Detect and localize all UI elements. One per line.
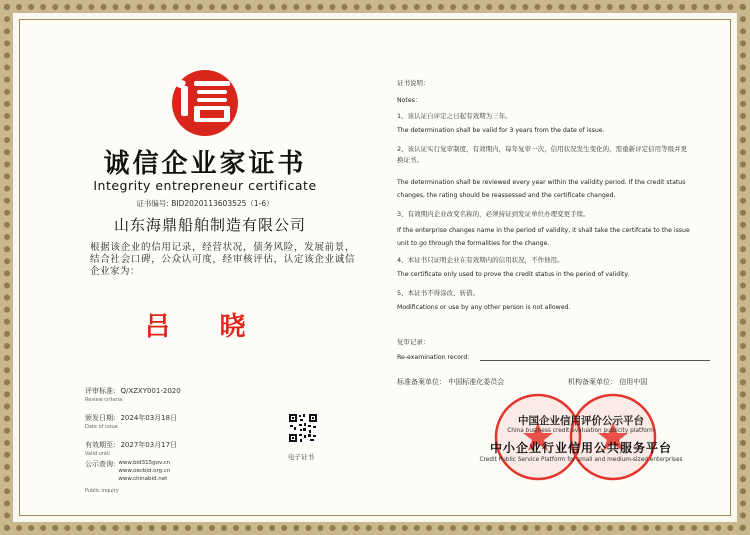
public-inquiry-label: 公示查询: xyxy=(85,460,116,468)
field-value: 2027年03月17日 xyxy=(120,441,178,449)
standard-filing-label: 标准备案单位： xyxy=(397,378,446,386)
field-label: 评审标准: xyxy=(85,387,116,395)
certificate-title: 诚信企业家证书 xyxy=(103,149,307,179)
inquiry-url[interactable]: www.oecbid.org.cn xyxy=(118,468,171,474)
issuer-platform-1: 中国企业信用评价公示平台 xyxy=(518,415,644,427)
note-item-en: The certificate only used to prove the credit status in the period of validity. xyxy=(397,271,630,278)
field-label-english: Date of issue xyxy=(85,424,118,430)
review-record-line xyxy=(480,360,710,361)
issuer-platform-2: 中小企业行业信用公共服务平台 xyxy=(489,441,672,455)
note-item-cn: 2、该认证实行复审制度，有效期内，每年复审一次，信用状况发生变化的，需重新评定信用等级并更换证书。 xyxy=(397,145,688,164)
public-inquiry xyxy=(85,459,235,494)
inquiry-url[interactable]: www.bid315gov.cn xyxy=(118,460,171,466)
field-label: 颁发日期: xyxy=(85,414,116,422)
note-item-cn: 5、本证书不得涂改、转借。 xyxy=(397,289,480,297)
certificate-number xyxy=(70,198,340,209)
institution-filing xyxy=(568,377,647,387)
field-label-english: Valid until xyxy=(85,451,110,457)
standard-filing xyxy=(397,377,504,387)
issuer-platform-1-english: China business credit evaluation publicity platform xyxy=(507,428,655,434)
field-review-criteria xyxy=(85,378,181,403)
note-item-en: If the enterprise changes name in the period of validity, it shall take the certifcate to the issue unit to go through the formalities for the change. xyxy=(397,227,690,247)
review-record-label-cn: 复审记录： xyxy=(397,338,430,346)
note-item-en: The determination shall be reviewed every year within the validity period. If the credit status changes, the rating should be reassessed and the certificate changed. xyxy=(397,179,686,199)
note-item-cn: 4、本证书只证明企业在有效期内的信用状况，不作他用。 xyxy=(397,256,564,264)
field-value: 2024年03月18日 xyxy=(120,414,178,422)
note-item-cn: 1、该认证自评定之日起有效期为三年。 xyxy=(397,112,512,120)
credit-logo-icon xyxy=(170,68,240,138)
holder-name: 吕 晓 xyxy=(144,312,266,342)
qr-code-icon[interactable] xyxy=(288,413,318,443)
company-name: 山东海鼎船舶制造有限公司 xyxy=(113,216,306,234)
note-item-en: The determination shall be valid for 3 years from the date of issue. xyxy=(397,127,605,134)
institution-filing-value: 信用中国 xyxy=(619,378,648,386)
field-value: Q/XZXY001-2020 xyxy=(120,387,181,395)
field-label: 有效期至: xyxy=(85,441,116,449)
issuer-platform-2-english: Credit Public Service Platform for small and medium-sized enterprises xyxy=(479,457,683,463)
notes-heading-en: Notes： xyxy=(397,97,422,104)
certificate-number-value: BID2020113603525（1-6） xyxy=(171,199,274,208)
red-seal-icon xyxy=(568,392,658,482)
field-label-english: Review criteria xyxy=(85,397,123,403)
inquiry-url[interactable]: www.chinabid.net xyxy=(118,476,168,482)
certificate-number-label: 证书编号: xyxy=(136,199,169,208)
standard-filing-value: 中国标准化委员会 xyxy=(448,378,505,386)
certificate-title-english: Integrity entrepreneur certificate xyxy=(93,178,317,193)
notes-heading-cn: 证书说明： xyxy=(397,79,430,87)
public-inquiry-english: Public inquiry xyxy=(85,488,119,494)
review-record-label-en: Re-examination record： xyxy=(397,354,474,361)
note-item-cn: 3、有效期内企业改变名称的，必须持证到发证单位办理变更手续。 xyxy=(397,210,590,218)
note-item-en: Modifications or use by any other person is not allowed. xyxy=(397,304,571,311)
certificate-description: 根据该企业的信用记录，经营状况，债务风险，发展前景，结合社会口碑，公众认可度，经审核评估，认定该企业诚信企业家为： xyxy=(90,242,355,277)
field-valid-until xyxy=(85,432,177,457)
qr-code-label: 电子证书 xyxy=(288,453,314,461)
institution-filing-label: 机构备案单位： xyxy=(568,378,617,386)
field-date-of-issue xyxy=(85,405,177,430)
